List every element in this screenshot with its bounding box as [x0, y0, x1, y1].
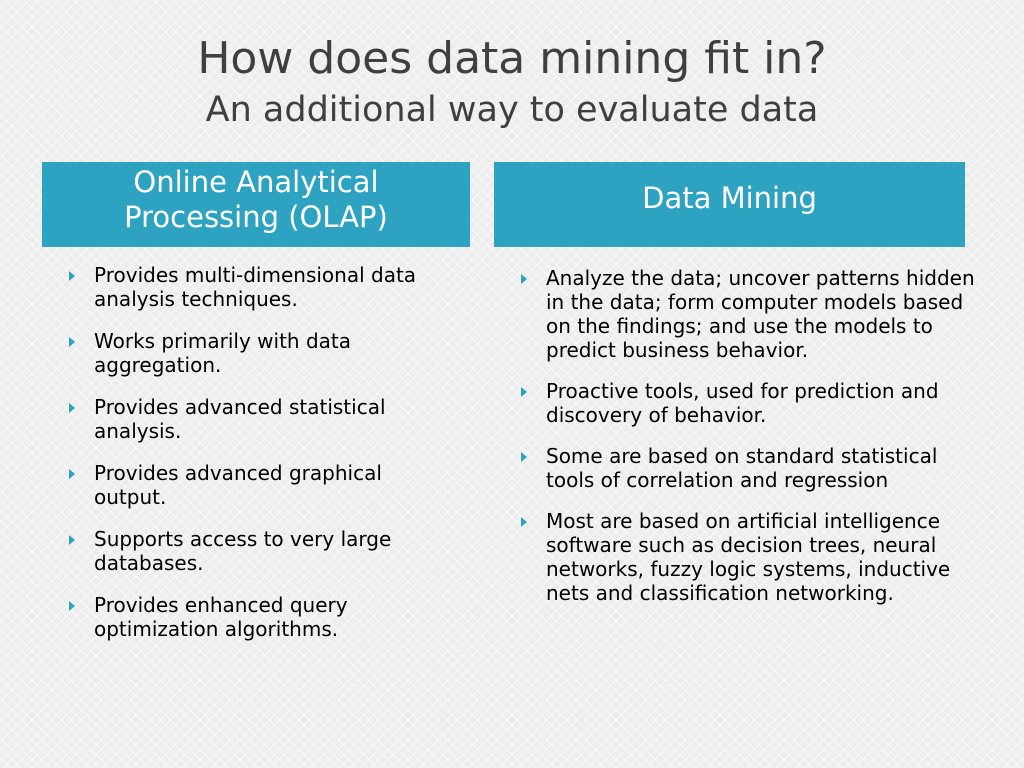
slide-subtitle: An additional way to evaluate data — [205, 90, 819, 130]
bullet-text: Provides advanced statistical analysis. — [94, 395, 386, 443]
slide-title-text: How does data mining fit in? — [197, 33, 827, 84]
triangle-right-icon — [69, 271, 75, 281]
triangle-right-icon — [69, 337, 75, 347]
list-item — [68, 527, 453, 575]
bullet-text: Analyze the data; uncover patterns hidden in the data; form computer models based on the findings; and use the models to predict business behavior. — [546, 266, 975, 362]
data-mining-column-header — [494, 162, 965, 247]
olap-bullet-list — [68, 263, 453, 659]
bullet-text: Some are based on standard statistical tools of correlation and regression — [546, 444, 938, 492]
data-mining-column-header-label: Data Mining — [642, 181, 817, 215]
triangle-right-icon — [69, 601, 75, 611]
bullet-text: Supports access to very large databases. — [94, 527, 392, 575]
triangle-right-icon — [69, 535, 75, 545]
triangle-right-icon — [69, 403, 75, 413]
triangle-right-icon — [521, 452, 527, 462]
olap-column-header — [42, 162, 470, 247]
olap-column-header-label: Online Analytical Processing (OLAP) — [124, 164, 388, 234]
bullet-text: Works primarily with data aggregation. — [94, 329, 352, 377]
triangle-right-icon — [521, 274, 527, 284]
bullet-text: Proactive tools, used for prediction and discovery of behavior. — [546, 379, 939, 427]
triangle-right-icon — [521, 517, 527, 527]
list-item — [520, 379, 980, 427]
triangle-right-icon — [69, 469, 75, 479]
bullet-text: Provides multi-dimensional data analysis techniques. — [94, 263, 417, 311]
list-item — [68, 263, 453, 311]
slide-title — [0, 30, 1024, 132]
list-item — [68, 329, 453, 377]
data-mining-bullet-list — [520, 266, 980, 622]
bullet-text: Provides enhanced query optimization algorithms. — [94, 593, 348, 641]
list-item — [520, 509, 980, 605]
list-item — [68, 395, 453, 443]
list-item — [68, 593, 453, 641]
list-item — [68, 461, 453, 509]
bullet-text: Provides advanced graphical output. — [94, 461, 382, 509]
bullet-text: Most are based on artificial intelligence software such as decision trees, neural networks, fuzzy logic systems, inductive nets and classification networking. — [546, 509, 951, 605]
list-item — [520, 444, 980, 492]
triangle-right-icon — [521, 387, 527, 397]
list-item — [520, 266, 980, 362]
